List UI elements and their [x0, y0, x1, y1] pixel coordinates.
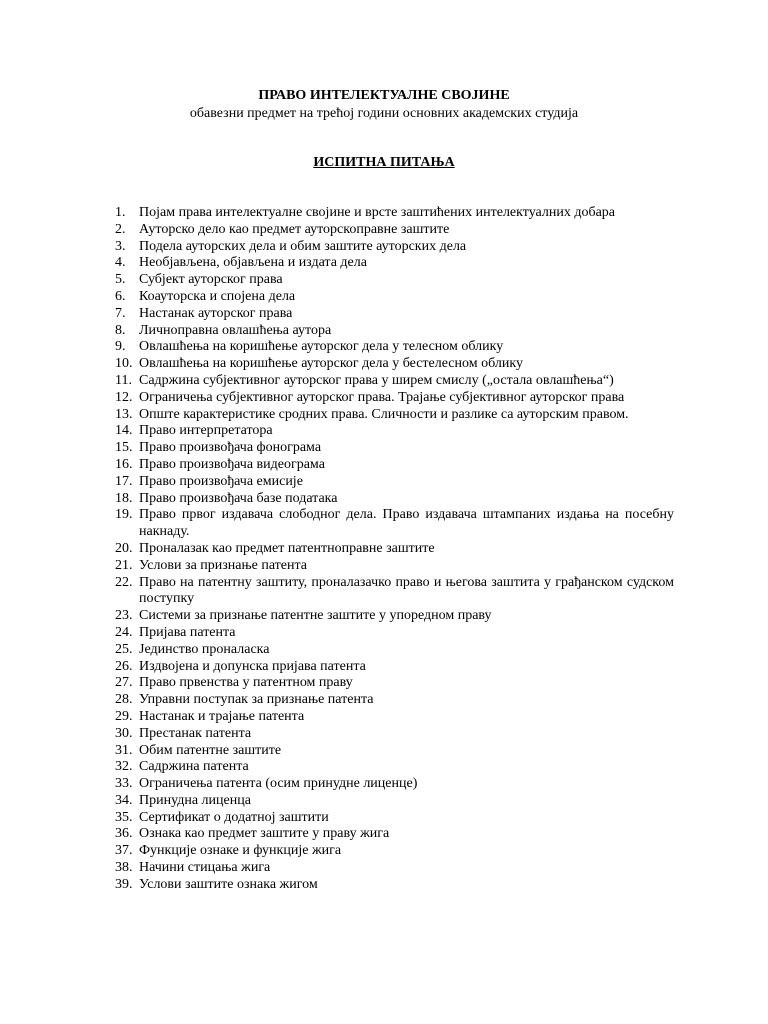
- question-item: [115, 373, 674, 390]
- question-number: 32.: [115, 759, 133, 775]
- question-number: 8.: [115, 322, 126, 338]
- question-item: [115, 776, 674, 793]
- question-text: Функције ознаке и функције жига: [139, 843, 342, 859]
- question-number: 36.: [115, 826, 133, 842]
- question-text: Начини стицања жига: [139, 860, 271, 876]
- question-text: Ознака као предмет заштите у праву жига: [139, 826, 390, 842]
- question-number: 22.: [115, 574, 133, 590]
- question-item: [115, 843, 674, 860]
- question-text: Престанак патента: [139, 725, 252, 741]
- question-number: 25.: [115, 641, 133, 657]
- question-text: Право произвођача базе података: [139, 490, 338, 506]
- question-number: 9.: [115, 339, 126, 355]
- question-item: [115, 507, 674, 541]
- question-number: 15.: [115, 440, 133, 456]
- question-number: 21.: [115, 557, 133, 573]
- question-number: 31.: [115, 742, 133, 758]
- question-number: 38.: [115, 860, 133, 876]
- question-number: 6.: [115, 288, 126, 304]
- question-number: 2.: [115, 221, 126, 237]
- question-item: [115, 826, 674, 843]
- question-item: [115, 239, 674, 256]
- question-item: [115, 491, 674, 508]
- question-text: Право произвођача фонограма: [139, 440, 322, 456]
- question-item: [115, 289, 674, 306]
- question-text: Субјект ауторског права: [139, 272, 283, 288]
- question-number: 27.: [115, 675, 133, 691]
- question-number: 28.: [115, 692, 133, 708]
- question-text: Проналазак као предмет патентноправне заштите: [139, 540, 435, 556]
- question-item: [115, 726, 674, 743]
- question-item: [115, 625, 674, 642]
- question-text: Системи за признање патентне заштите у упоредном праву: [139, 608, 492, 624]
- question-text: Настанак и трајање патента: [139, 708, 305, 724]
- question-item: [115, 743, 674, 760]
- question-number: 29.: [115, 708, 133, 724]
- question-text: Појам права интелектуалне својине и врсте заштићених интелектуалних добара: [139, 205, 615, 220]
- question-item: [115, 272, 674, 289]
- question-item: [115, 390, 674, 407]
- question-number: 4.: [115, 255, 126, 271]
- question-text: Принудна лиценца: [139, 792, 251, 808]
- question-number: 13.: [115, 406, 133, 422]
- question-text: Управни поступак за признање патента: [139, 692, 374, 708]
- question-text: Садржина субјективног ауторског права у ширем смислу („остала овлашћења“): [139, 372, 614, 388]
- question-number: 14.: [115, 423, 133, 439]
- question-number: 33.: [115, 776, 133, 792]
- question-text: Право произвођача видеограма: [139, 456, 325, 472]
- question-text: Необјављена, објављена и издата дела: [139, 255, 367, 271]
- document-title: ПРАВО ИНТЕЛЕКТУАЛНЕ СВОЈИНЕ: [258, 88, 510, 103]
- question-text: Ограничења субјективног ауторског права. Трајање субјективног ауторског права: [139, 389, 625, 405]
- question-text: Право интерпретатора: [139, 423, 273, 439]
- document-subtitle: обавезни предмет на трећој години основних академских студија: [189, 106, 579, 121]
- question-item: [115, 474, 674, 491]
- question-item: [115, 222, 674, 239]
- question-number: 37.: [115, 843, 133, 859]
- section-heading: ИСПИТНА ПИТАЊА: [313, 155, 455, 170]
- question-list: [115, 205, 674, 894]
- question-text: Садржина патента: [139, 759, 249, 775]
- question-item: [115, 323, 674, 340]
- question-item: [115, 407, 674, 424]
- question-text: Право произвођача емисије: [139, 473, 303, 489]
- question-number: 12.: [115, 389, 133, 405]
- question-number: 34.: [115, 792, 133, 808]
- question-number: 17.: [115, 473, 133, 489]
- question-number: 24.: [115, 624, 133, 640]
- question-number: 1.: [115, 205, 126, 220]
- question-item: [115, 709, 674, 726]
- question-item: [115, 608, 674, 625]
- question-number: 11.: [115, 372, 132, 388]
- question-item: [115, 877, 674, 894]
- question-text: Услови за признање патента: [139, 557, 308, 573]
- question-item: [115, 759, 674, 776]
- question-item: [115, 675, 674, 692]
- question-text: Коауторска и спојена дела: [139, 288, 296, 304]
- question-text: Право првенства у патентном праву: [139, 675, 353, 691]
- question-number: 18.: [115, 490, 133, 506]
- question-text: Овлашћења на коришћење ауторског дела у бестелесном облику: [139, 356, 523, 372]
- question-text: Ограничења патента (осим принудне лиценце): [139, 776, 418, 792]
- question-text: Право првог издавача слободног дела. Право издавача штампаних издања на посебну накнаду.: [139, 507, 674, 540]
- question-text: Услови заштите ознака жигом: [139, 876, 318, 892]
- question-text: Издвојена и допунска пријава патента: [139, 658, 366, 674]
- question-item: [115, 692, 674, 709]
- question-number: 7.: [115, 305, 126, 321]
- question-text: Јединство проналаска: [139, 641, 270, 657]
- question-item: [115, 575, 674, 609]
- question-text: Личноправна овлашћења аутора: [139, 322, 332, 338]
- question-number: 10.: [115, 356, 133, 372]
- question-item: [115, 205, 674, 222]
- question-text: Ауторско дело као предмет ауторскоправне заштите: [139, 221, 450, 237]
- question-item: [115, 423, 674, 440]
- question-item: [115, 659, 674, 676]
- question-number: 16.: [115, 456, 133, 472]
- question-item: [115, 793, 674, 810]
- question-item: [115, 356, 674, 373]
- question-text: Пријава патента: [139, 624, 236, 640]
- question-text: Настанак ауторског права: [139, 305, 293, 321]
- question-text: Обим патентне заштите: [139, 742, 282, 758]
- question-item: [115, 255, 674, 272]
- question-item: [115, 642, 674, 659]
- question-text: Сертификат о додатној заштити: [139, 809, 329, 825]
- question-item: [115, 339, 674, 356]
- question-number: 35.: [115, 809, 133, 825]
- question-number: 23.: [115, 608, 133, 624]
- question-number: 30.: [115, 725, 133, 741]
- question-text: Овлашћења на коришћење ауторског дела у телесном облику: [139, 339, 504, 355]
- question-item: [115, 541, 674, 558]
- question-text: Подела ауторских дела и обим заштите ауторских дела: [139, 238, 467, 254]
- question-item: [115, 810, 674, 827]
- question-number: 20.: [115, 540, 133, 556]
- question-item: [115, 860, 674, 877]
- question-number: 26.: [115, 658, 133, 674]
- question-item: [115, 306, 674, 323]
- question-item: [115, 558, 674, 575]
- question-number: 3.: [115, 238, 126, 254]
- question-item: [115, 440, 674, 457]
- question-number: 39.: [115, 876, 133, 892]
- question-number: 19.: [115, 507, 133, 523]
- question-number: 5.: [115, 272, 126, 288]
- question-item: [115, 457, 674, 474]
- question-text: Опште карактеристике сродних права. Сличности и разлике са ауторским правом.: [139, 406, 629, 422]
- question-text: Право на патентну заштиту, проналазачко право и његова заштита у грађанском судском поступку: [139, 574, 674, 607]
